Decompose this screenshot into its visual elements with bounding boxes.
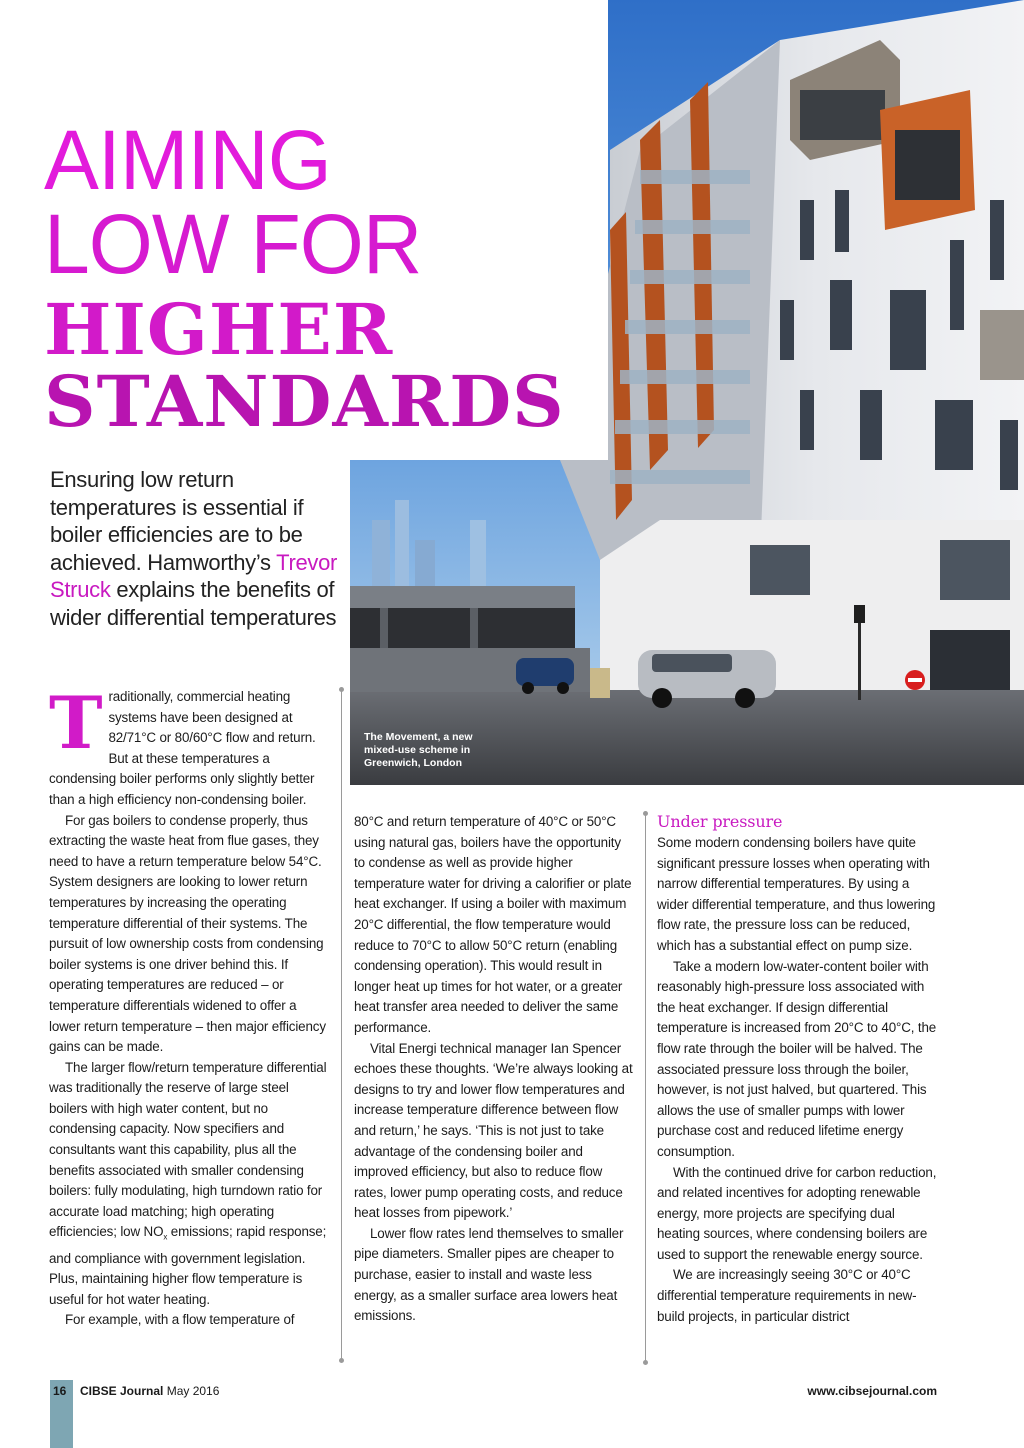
headline-line-4: STANDARDS <box>44 360 565 443</box>
photo-caption: The Movement, a new mixed-use scheme in Greenwich, London <box>364 731 473 769</box>
headline <box>44 113 604 443</box>
dropcap: T <box>49 680 103 765</box>
footer-publication <box>80 1384 219 1398</box>
column-rule-2 <box>645 814 646 1362</box>
paragraph-6: Vital Energi technical manager Ian Spencer echoes these thoughts. ‘We’re always looking at designs to try and lower flow temperatures and increase temperature difference between flow and return,’ he says. ‘This is not just to take advantage of the condensing boiler and improved efficiency, but also to reduce flow rates, lower pump operating costs, and reduce heat losses from pipework.’ <box>354 1040 633 1221</box>
subheading-under-pressure: Under pressure <box>657 812 783 831</box>
paragraph-1 <box>49 680 329 811</box>
page-number: 16 <box>53 1384 67 1398</box>
paragraph-4: For example, with a flow temperature of <box>65 1312 295 1328</box>
publication-name: CIBSE Journal <box>80 1384 164 1398</box>
paragraph-7: Lower flow rates lend themselves to smaller pipe diameters. Smaller pipes are cheaper to purchase, easier to install and waste less energy, as a smaller surface area lowers heat emissions. <box>354 1225 624 1324</box>
standfirst-text-before: Ensuring low return temperatures is essential if boiler efficiencies are to be achieved. Hamworthy’s <box>50 467 304 575</box>
paragraph-10: With the continued drive for carbon reduction, and related incentives for adopting renewable energy, more projects are specifying dual heating sources, where condensing boilers are used to support the renewable energy source. <box>657 1164 937 1262</box>
column-rule-1 <box>341 690 342 1360</box>
footer-website[interactable]: www.cibsejournal.com <box>807 1384 937 1398</box>
headline-line-3: HIGHER <box>44 288 394 371</box>
paragraph-2: For gas boilers to condense properly, thus extracting the waste heat from flue gases, they need to have a return temperature below 54°C. System designers are looking to lower return temperatures by increasing the operating temperature differential of their systems. The pursuit of low ownership costs from condensing boiler systems is one driver behind this. If operating temperatures are reduced – or temperature differentials widened to offer a lower return temperature – then major efficiency gains can be made. <box>49 812 326 1055</box>
headline-line-1: AIMING <box>44 113 331 207</box>
body-column-2 <box>354 812 634 1327</box>
standfirst-text-after: explains the benefits of wider differential temperatures <box>50 577 337 630</box>
issue-date: May 2016 <box>166 1384 220 1398</box>
paragraph-3 <box>49 1058 329 1311</box>
paragraph-5: 80°C and return temperature of 40°C or 50°C using natural gas, boilers have the opportunity to condense as well as provide higher temperature water for driving a calorifier or plate heat exchanger. If using a boiler with maximum 20°C differential, the flow temperature would reduce to 70°C to allow 50°C return (enabling condensing operation). This would result in longer heat up times for hot water, or a greater heat transfer area needed to deliver the same performance. <box>354 814 632 1035</box>
nox-subscript: x <box>163 1233 168 1243</box>
paragraph-8: Some modern condensing boilers have quite significant pressure losses when operating with narrow differential temperatures. By using a wider differential temperature, and thus lowering flow rate, the pressure loss can be reduced, which has a substantial effect on pump size. <box>657 835 936 953</box>
paragraph-1-text: raditionally, commercial heating systems have been designed at 82/71°C or 80/60°C flow and return. But at these temperatures a condensing boiler performs only slightly better than a high efficiency non-condensing boiler. <box>49 689 316 807</box>
headline-line-2: LOW FOR <box>44 197 422 291</box>
paragraph-9: Take a modern low-water-content boiler with reasonably high-pressure loss associated with the heat exchanger. If design differential temperature is increased from 20°C to 40°C, the flow rate through the boiler will be halved. The associated pressure loss through the boiler, however, is not just halved, but quartered. This allows the use of smaller pumps with lower purchase cost and reduced lifetime energy consumption. <box>657 958 937 1159</box>
paragraph-11: We are increasingly seeing 30°C or 40°C differential temperature requirements in new-build projects, in particular district <box>657 1267 917 1324</box>
paragraph-3-text-a: The larger flow/return temperature differential was traditionally the reserve of large steel boilers with high water content, but no condensing capacity. Now specifiers and consultants want this capability, plus all the benefits associated with smaller condensing boilers: fully modulating, high turndown ratio for accurate load matching; high operating efficiencies; low NO <box>49 1059 327 1240</box>
body-column-3 <box>657 812 939 1327</box>
paragraph-3-text-b: emissions; rapid response; and compliance with government legislation. Plus, maintaining higher flow temperature is useful for hot water heating. <box>49 1224 327 1307</box>
standfirst <box>50 466 340 631</box>
standfirst-author: Trevor Struck <box>50 549 338 602</box>
body-column-1 <box>49 680 329 1331</box>
